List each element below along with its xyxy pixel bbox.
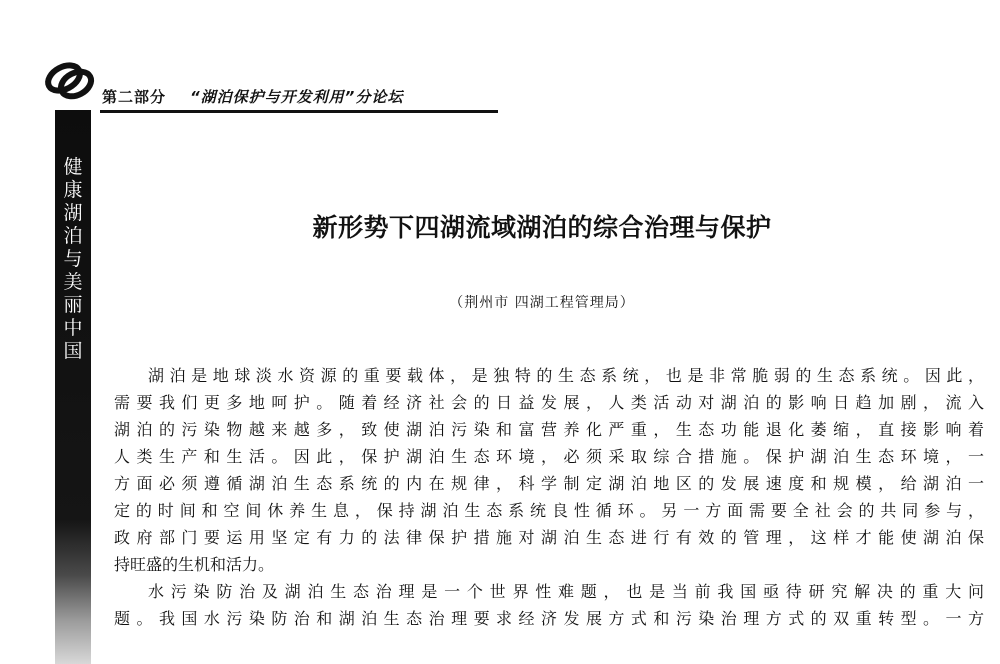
- body-line: 方面必须遵循湖泊生态系统的内在规律，科学制定湖泊地区的发展速度和规模，给湖泊一: [114, 474, 984, 493]
- side-band-title: [55, 156, 91, 363]
- side-char: 丽: [63, 294, 83, 316]
- body-line: 政府部门要运用坚定有力的法律保护措施对湖泊生态进行有效的管理，这样才能使湖泊保: [114, 528, 984, 547]
- side-char: 国: [63, 340, 83, 362]
- side-char: 泊: [63, 225, 83, 247]
- header-rule: [100, 110, 498, 113]
- side-char: 健: [63, 156, 83, 178]
- side-band: [55, 110, 91, 664]
- body-line: 定的时间和空间休养生息，保持湖泊生态系统良性循环。另一方面需要全社会的共同参与，: [114, 501, 984, 520]
- body-line: 湖泊是地球淡水资源的重要载体，是独特的生态系统，也是非常脆弱的生态系统。因此，: [148, 366, 984, 385]
- article-author: （荆州市 四湖工程管理局）: [449, 295, 635, 311]
- part-header: [102, 86, 403, 107]
- side-char: 中: [63, 317, 83, 339]
- body-line: 水污染防治及湖泊生态治理是一个世界性难题，也是当前我国亟待研究解决的重大问: [148, 582, 984, 601]
- article-title: 新形势下四湖流域湖泊的综合治理与保护: [312, 213, 772, 242]
- side-char: 康: [63, 179, 83, 201]
- side-char: 美: [63, 271, 83, 293]
- side-char: 湖: [63, 202, 83, 224]
- part-label: 第二部分: [102, 88, 167, 106]
- body-line: 持旺盛的生机和活力。: [114, 555, 275, 574]
- article-body: [114, 362, 984, 632]
- side-char: 与: [63, 248, 83, 270]
- body-line: 湖泊的污染物越来越多，致使湖泊污染和富营养化严重，生态功能退化萎缩，直接影响着: [114, 420, 984, 439]
- body-line: 题。我国水污染防治和湖泊生态治理要求经济发展方式和污染治理方式的双重转型。一方: [114, 609, 984, 628]
- series-logo-icon: [42, 56, 100, 106]
- body-line: 需要我们更多地呵护。随着经济社会的日益发展，人类活动对湖泊的影响日趋加剧，流入: [114, 393, 984, 412]
- body-line: 人类生产和生活。因此，保护湖泊生态环境，必须采取综合措施。保护湖泊生态环境，一: [114, 447, 984, 466]
- forum-label: “湖泊保护与开发利用”分论坛: [190, 88, 404, 106]
